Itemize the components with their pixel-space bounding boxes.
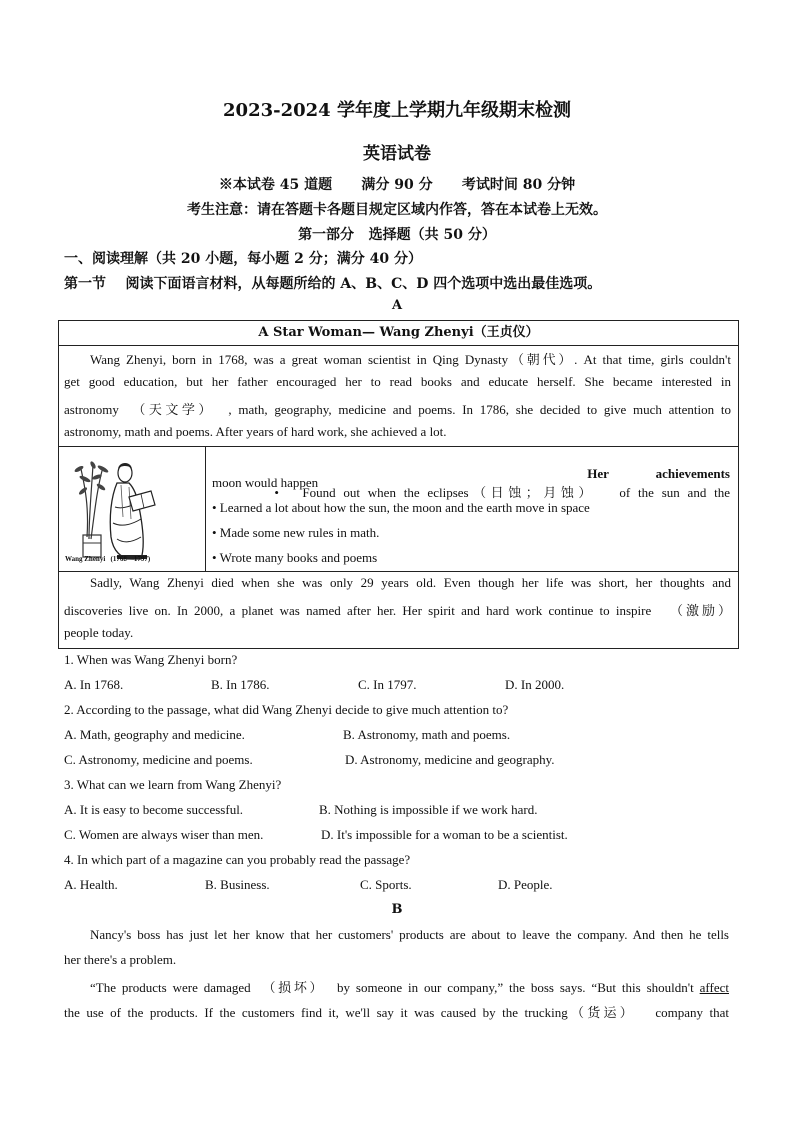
option: C. In 1797. [358, 677, 417, 692]
passage-b-line: her there's a problem. [64, 952, 177, 967]
option: C. Sports. [360, 877, 412, 892]
passage-b-label: B [391, 902, 403, 917]
question-stem: 2. According to the passage, what did Wang Zhenyi decide to give much attention to? [64, 702, 509, 717]
passage-b-line [64, 977, 729, 996]
passage-a-paragraph-2 [58, 571, 739, 649]
option: B. Astronomy, math and poems. [343, 727, 511, 742]
option: D. It's impossible for a woman to be a scientist. [321, 827, 568, 842]
question-stem: 4. In which part of a magazine can you probably read the passage? [64, 852, 411, 867]
achievement-item: moon would happen [212, 475, 319, 490]
text-line: astronomy （天文学） , math, geography, medicine and poems. In 1786, she decided to give much attention to [64, 402, 731, 417]
text-line: people today. [64, 625, 134, 640]
achievement-item: • Wrote many books and poems [212, 550, 378, 565]
option: B. Nothing is impossible if we work hard. [319, 802, 538, 817]
passage-a-label: A [391, 298, 403, 313]
passage-b-line: the use of the products. If the customers find it, we'll say it was caused by the trucking（货运） company that [64, 1005, 729, 1020]
option: C. Astronomy, medicine and poems. [64, 752, 253, 767]
option: D. Astronomy, medicine and geography. [345, 752, 555, 767]
column-divider [205, 447, 206, 571]
question-stem: 1. When was Wang Zhenyi born? [64, 652, 238, 667]
option: A. Health. [64, 877, 118, 892]
exam-info: ※本试卷 45 道题 满分 90 分 考试时间 80 分钟 [218, 177, 576, 193]
text-line: Wang Zhenyi, born in 1768, was a great woman scientist in Qing Dynasty（朝代）. At that time, girls couldn't [90, 352, 731, 367]
option: C. Women are always wiser than men. [64, 827, 264, 842]
passage-a-paragraph-1 [58, 345, 739, 446]
portrait-cell [59, 447, 205, 571]
text-line: get good education, but her father encouraged her to read books and educate herself. She became interested in [64, 374, 731, 389]
option: B. In 1786. [211, 677, 270, 692]
exam-notice: 考生注意：请在答题卡各题目规定区域内作答，答在本试卷上无效。 [187, 202, 607, 218]
exam-subtitle: 英语试卷 [363, 144, 431, 164]
option: B. Business. [205, 877, 270, 892]
option: A. In 1768. [64, 677, 124, 692]
passage-b-line: Nancy's boss has just let her know that her customers' products are about to leave the company. And then he tells [90, 927, 729, 942]
wang-zhenyi-portrait [59, 447, 205, 571]
question-stem: 3. What can we learn from Wang Zhenyi? [64, 777, 282, 792]
underlined-word: affect [699, 980, 729, 995]
portrait-caption: Wang Zhenyi (1768—1797) [65, 555, 151, 563]
section-instruction: 第一节 阅读下面语言材料，从每题所给的 A、B、C、D 四个选项中选出最佳选项。 [64, 276, 602, 292]
option: D. In 2000. [505, 677, 565, 692]
option: D. People. [498, 877, 553, 892]
achievements-label: Her achievements [587, 466, 730, 481]
achievement-item: • Found out when the eclipses（日蚀；月蚀） of the sun and the [274, 485, 731, 500]
exam-title: 2023-2024 学年度上学期九年级期末检测 [223, 100, 571, 121]
part-heading: 第一部分 选择题（共 50 分） [298, 227, 496, 243]
text-line: discoveries live on. In 2000, a planet was named after her. Her spirit and hard work continue to inspire （激励） [64, 603, 731, 618]
option: A. Math, geography and medicine. [64, 727, 245, 742]
achievements-row [58, 446, 739, 571]
option: A. It is easy to become successful. [64, 802, 244, 817]
achievement-item: • Made some new rules in math. [212, 525, 380, 540]
text-line: astronomy, math and poems. After years of hard work, she achieved a lot. [64, 424, 447, 439]
text-line: Sadly, Wang Zhenyi died when she was only 29 years old. Even though her life was short, her thoughts and [90, 575, 731, 590]
text-span: “The products were damaged （损坏） by someone in our company,” the boss says. “But this shouldn't [90, 980, 700, 995]
section-heading: 一、阅读理解（共 20 小题，每小题 2 分；满分 40 分） [64, 251, 422, 267]
passage-a-title: A Star Woman— Wang Zhenyi（王贞仪） [58, 320, 739, 345]
achievement-item: • Learned a lot about how the sun, the moon and the earth move in space [212, 500, 590, 515]
